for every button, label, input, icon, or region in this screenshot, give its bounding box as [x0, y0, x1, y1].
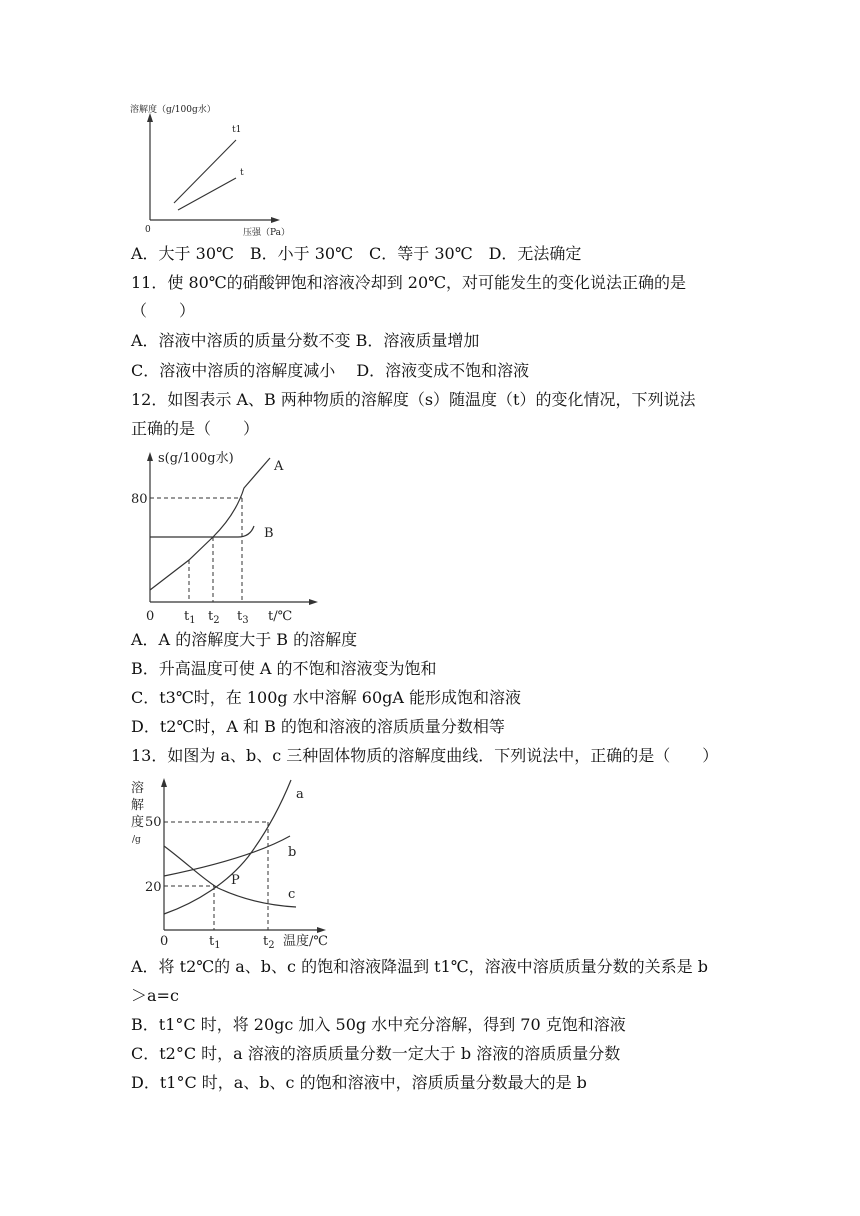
q13-option-b: B．t1°C 时，将 20gc 加入 50g 水中充分溶解，得到 70 克饱和溶液: [131, 1015, 626, 1034]
q12-figure: [128, 448, 328, 626]
q11-options-row2: C．溶液中溶质的溶解度减小 D．溶液变成不饱和溶液: [131, 361, 530, 380]
q13-figure: [128, 772, 338, 952]
q12-option-b: B．升高温度可使 A 的不饱和溶液变为饱和: [131, 659, 437, 678]
q10-x-label: 压强（Pa）: [243, 228, 291, 238]
q12-y-label: s(g/100g水): [158, 451, 234, 466]
q12-y-arrow: [147, 452, 153, 461]
q12-x-tick-t3: $t_3$: [237, 609, 249, 626]
q13-y-label-1: 溶: [131, 781, 145, 796]
q12-x-label: t/℃: [268, 609, 293, 624]
q13-curve-a-label: a: [296, 787, 304, 802]
q13-curve-b: [164, 836, 290, 876]
q12-x-tick-t2: $t_2$: [208, 609, 220, 626]
q13-option-d: D．t1°C 时，a、b、c 的饱和溶液中，溶质质量分数最大的是 b: [131, 1073, 587, 1092]
q12-option-a: A．A 的溶解度大于 B 的溶解度: [131, 630, 358, 649]
q12-stem: 12．如图表示 A、B 两种物质的溶解度（s）随温度（t）的变化情况，下列说法: [131, 390, 696, 409]
q13-y-label-2: 解: [131, 798, 145, 813]
q13-x-tick-t1: $t_1$: [209, 934, 221, 951]
q13-option-a: A．将 t2℃的 a、b、c 的饱和溶液降温到 t1℃，溶液中溶质质量分数的关系是 b: [131, 957, 708, 976]
q13-curve-a: [164, 780, 291, 914]
q12-curve-a: [150, 458, 270, 590]
q13-x-arrow: [317, 927, 326, 933]
q12-curve-b-label: B: [264, 526, 274, 541]
q10-options: A．大于 30℃ B．小于 30℃ C．等于 30℃ D．无法确定: [131, 244, 582, 263]
q10-line-t: [178, 178, 236, 210]
q12-stem-cont: 正确的是（ ）: [131, 419, 260, 438]
q10-line-t-label: t: [240, 168, 244, 178]
q10-line-t1: [174, 140, 236, 203]
q12-y-tick-80: 80: [131, 492, 148, 507]
q12-curve-b: [150, 526, 254, 537]
q12-x-tick-t1: $t_1$: [184, 609, 196, 626]
q12-curve-a-label: A: [274, 459, 284, 474]
q13-stem: 13．如图为 a、b、c 三种固体物质的溶解度曲线．下列说法中，正确的是（ ）: [131, 746, 719, 765]
q13-x-tick-t2: $t_2$: [263, 934, 275, 951]
q13-curve-b-label: b: [288, 845, 297, 860]
q13-y-tick-50: 50: [145, 815, 162, 830]
q13-y-arrow: [161, 778, 167, 787]
q13-y-label-3: 度: [131, 815, 145, 830]
q13-y-label-4: /g: [132, 835, 141, 845]
q13-y-tick-20: 20: [145, 880, 162, 895]
q12-origin: 0: [146, 609, 155, 624]
q12-x-arrow: [309, 599, 318, 605]
q13-curve-c-label: c: [288, 887, 296, 902]
q10-figure: [128, 98, 308, 238]
q13-option-c: C．t2°C 时，a 溶液的溶质质量分数一定大于 b 溶液的溶质质量分数: [131, 1044, 621, 1063]
q12-option-d: D．t2℃时，A 和 B 的饱和溶液的溶质质量分数相等: [131, 717, 505, 736]
q11-stem: 11．使 80℃的硝酸钾饱和溶液冷却到 20℃，对可能发生的变化说法正确的是: [131, 273, 687, 292]
q10-x-arrow: [271, 217, 280, 223]
q13-origin: 0: [160, 934, 169, 949]
q11-options-row1: A．溶液中溶质的质量分数不变 B．溶液质量增加: [131, 331, 480, 350]
q13-point-p: P: [231, 873, 240, 888]
q13-x-label: 温度/℃: [283, 934, 328, 949]
q11-stem-blank: （ ）: [131, 301, 196, 320]
q10-y-label: 溶解度（g/100g水）: [130, 105, 216, 115]
q12-option-c: C．t3℃时，在 100g 水中溶解 60gA 能形成饱和溶液: [131, 688, 522, 707]
q13-option-a-cont: ＞a=c: [131, 986, 179, 1005]
q10-line-t1-label: t1: [232, 125, 242, 135]
q10-origin: 0: [145, 225, 151, 235]
